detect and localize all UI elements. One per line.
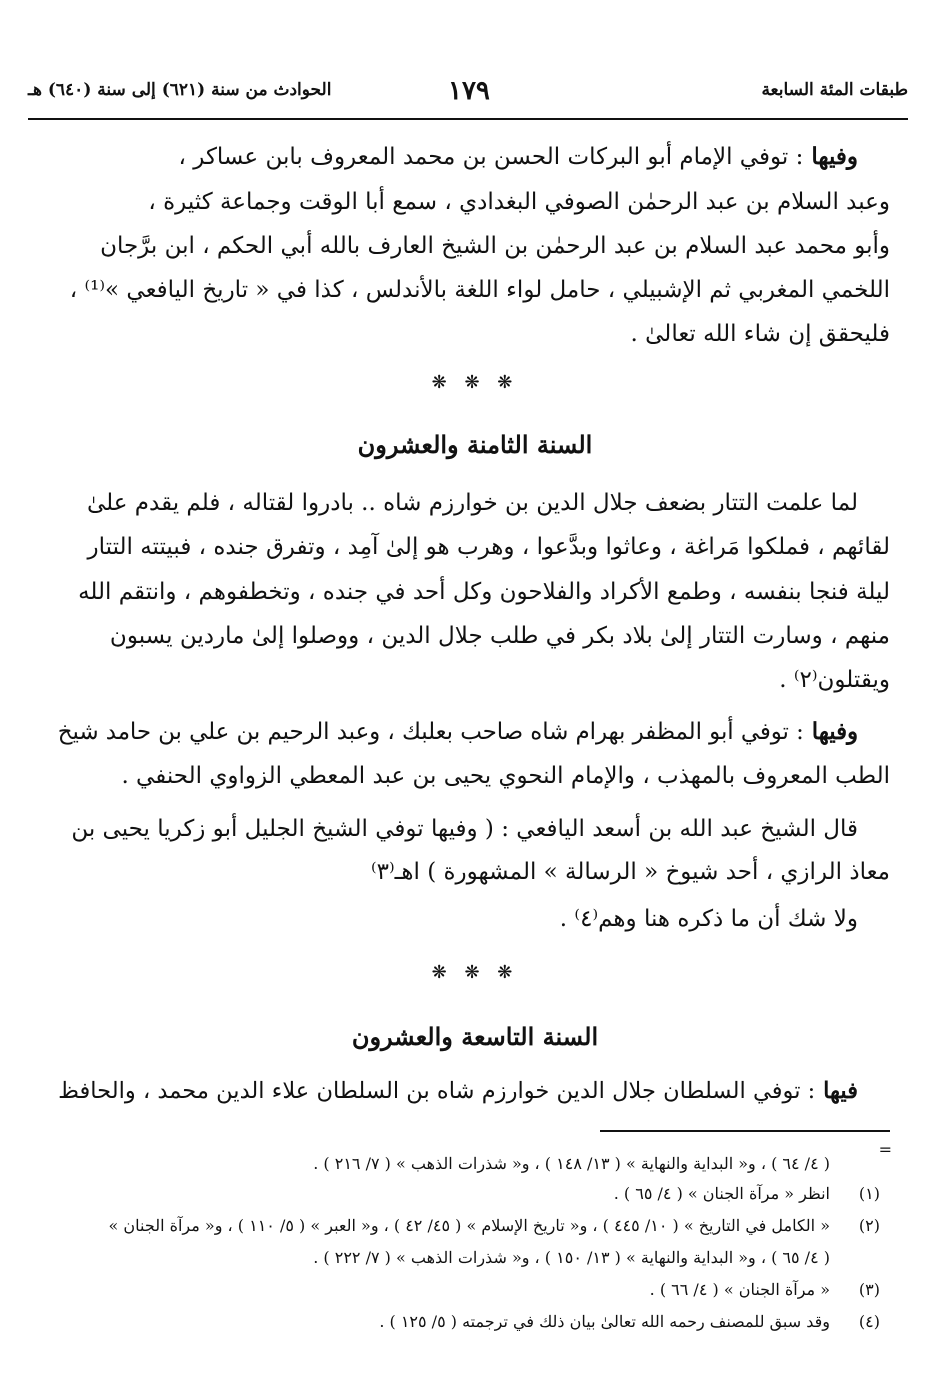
paragraph-5-line-1: فيها : توفي السلطان جلال الدين خوارزم شاه بن السلطان علاء الدين محمد ، والحافظ (58, 1078, 858, 1104)
paragraph-1-line-2: وعبد السلام بن عبد الرحمٰن الصوفي البغدادي ، سمع أبا الوقت وجماعة كثيرة ، (148, 189, 890, 215)
paragraph-2-line-3: ليلة فنجا بنفسه ، وطمع الأكراد والفلاحون وكل أحد في جنده ، وتخطفوهم ، وانتقم الله (78, 579, 890, 605)
header-rule (28, 118, 908, 120)
paragraph-2-line-2: لقائهم ، فملكوا مَراغة ، وعاثوا وبدَّعوا ، وهرب هو إلىٰ آمِد ، وتفرق جنده ، فبيتته التتار (87, 534, 890, 560)
paragraph-1-line-5: فليحقق إن شاء الله تعالىٰ . (630, 321, 890, 347)
footnote-continuation: ( ٤/ ٦٤ ) ، و« البداية والنهاية » ( ١٣/ ١٤٨ ) ، و« شذرات الذهب » ( ٧/ ٢١٦ ) . (313, 1154, 830, 1173)
paragraph-4-line-1: قال الشيخ عبد الله بن أسعد اليافعي : ( وفيها توفي الشيخ الجليل أبو زكريا يحيى بن (71, 816, 858, 842)
paragraph-2-line-4: منهم ، وسارت التتار إلىٰ بلاد بكر في طلب جلال الدين ، ووصلوا إلىٰ ماردين يسبون (109, 623, 890, 649)
footnote-number: (١) (858, 1184, 880, 1203)
header-book-title: طبقات المئة السابعة (761, 80, 908, 100)
paragraph-4-line-3: ولا شك أن ما ذكره هنا وهم⁽٤⁾ . (559, 906, 858, 932)
section-separator-stars: ❋ ❋ ❋ (431, 962, 519, 983)
footnote-rule (600, 1130, 890, 1132)
paragraph-4-line-2: معاذ الرازي ، أحد شيوخ « الرسالة » المشهورة ) اهـ⁽٣⁾ (370, 859, 890, 885)
paragraph-3-line-1: وفيها : توفي أبو المظفر بهرام شاه صاحب بعلبك ، وعبد الرحيم بن علي بن حامد شيخ (57, 719, 858, 745)
footnote-4: وقد سبق للمصنف رحمه الله تعالىٰ بيان ذلك في ترجمته ( ٥/ ١٢٥ ) . (379, 1312, 830, 1331)
footnote-continuation-mark: = (878, 1140, 892, 1159)
paragraph-3-line-2: الطب المعروف بالمهذب ، والإمام النحوي يحيى بن عبد المعطي الزواوي الحنفي . (121, 763, 890, 789)
footnote-3: « مرآة الجنان » ( ٤/ ٦٦ ) . (649, 1280, 830, 1299)
footnote-number: (٤) (858, 1312, 880, 1331)
running-header (28, 76, 908, 116)
paragraph-1-line-3: وأبو محمد عبد السلام بن عبد الرحمٰن بن الشيخ العارف بالله أبي الحكم ، ابن برَّجان (100, 233, 890, 259)
section-heading-29: السنة التاسعة والعشرون (351, 1022, 599, 1051)
footnote-2-continued: ( ٤/ ٦٥ ) ، و« البداية والنهاية » ( ١٣/ ١٥٠ ) ، و« شذرات الذهب » ( ٧/ ٢٢٢ ) . (313, 1248, 830, 1267)
header-section-title: الحوادث من سنة (٦٢١) إلى سنة (٦٤٠) هـ (28, 80, 332, 100)
footnote-number: (٣) (858, 1280, 880, 1299)
paragraph-1-line-4: اللخمي المغربي ثم الإشبيلي ، حامل لواء اللغة بالأندلس ، كذا في « تاريخ اليافعي »⁽¹⁾ ، (69, 277, 890, 303)
paragraph-1-line-1: وفيها : توفي الإمام أبو البركات الحسن بن محمد المعروف بابن عساكر ، (178, 143, 858, 170)
section-separator-stars: ❋ ❋ ❋ (431, 372, 519, 393)
paragraph-2-line-5: ويقتلون⁽٢⁾ . (779, 667, 890, 693)
paragraph-2-line-1: لما علمت التتار بضعف جلال الدين بن خوارزم شاه .. بادروا لقتاله ، فلم يقدم علىٰ (86, 490, 858, 516)
page-number: ١٧٩ (448, 76, 490, 106)
footnote-number: (٢) (858, 1216, 880, 1235)
footnote-1: انظر « مرآة الجنان » ( ٤/ ٦٥ ) . (613, 1184, 830, 1203)
footnote-2: « الكامل في التاريخ » ( ١٠/ ٤٤٥ ) ، و« تاريخ الإسلام » ( ٤٥/ ٤٢ ) ، و« العبر » ( ٥/ ١١٠ ) ، و« مرآة الجنان » (108, 1216, 830, 1235)
section-heading-28: السنة الثامنة والعشرون (357, 430, 593, 459)
